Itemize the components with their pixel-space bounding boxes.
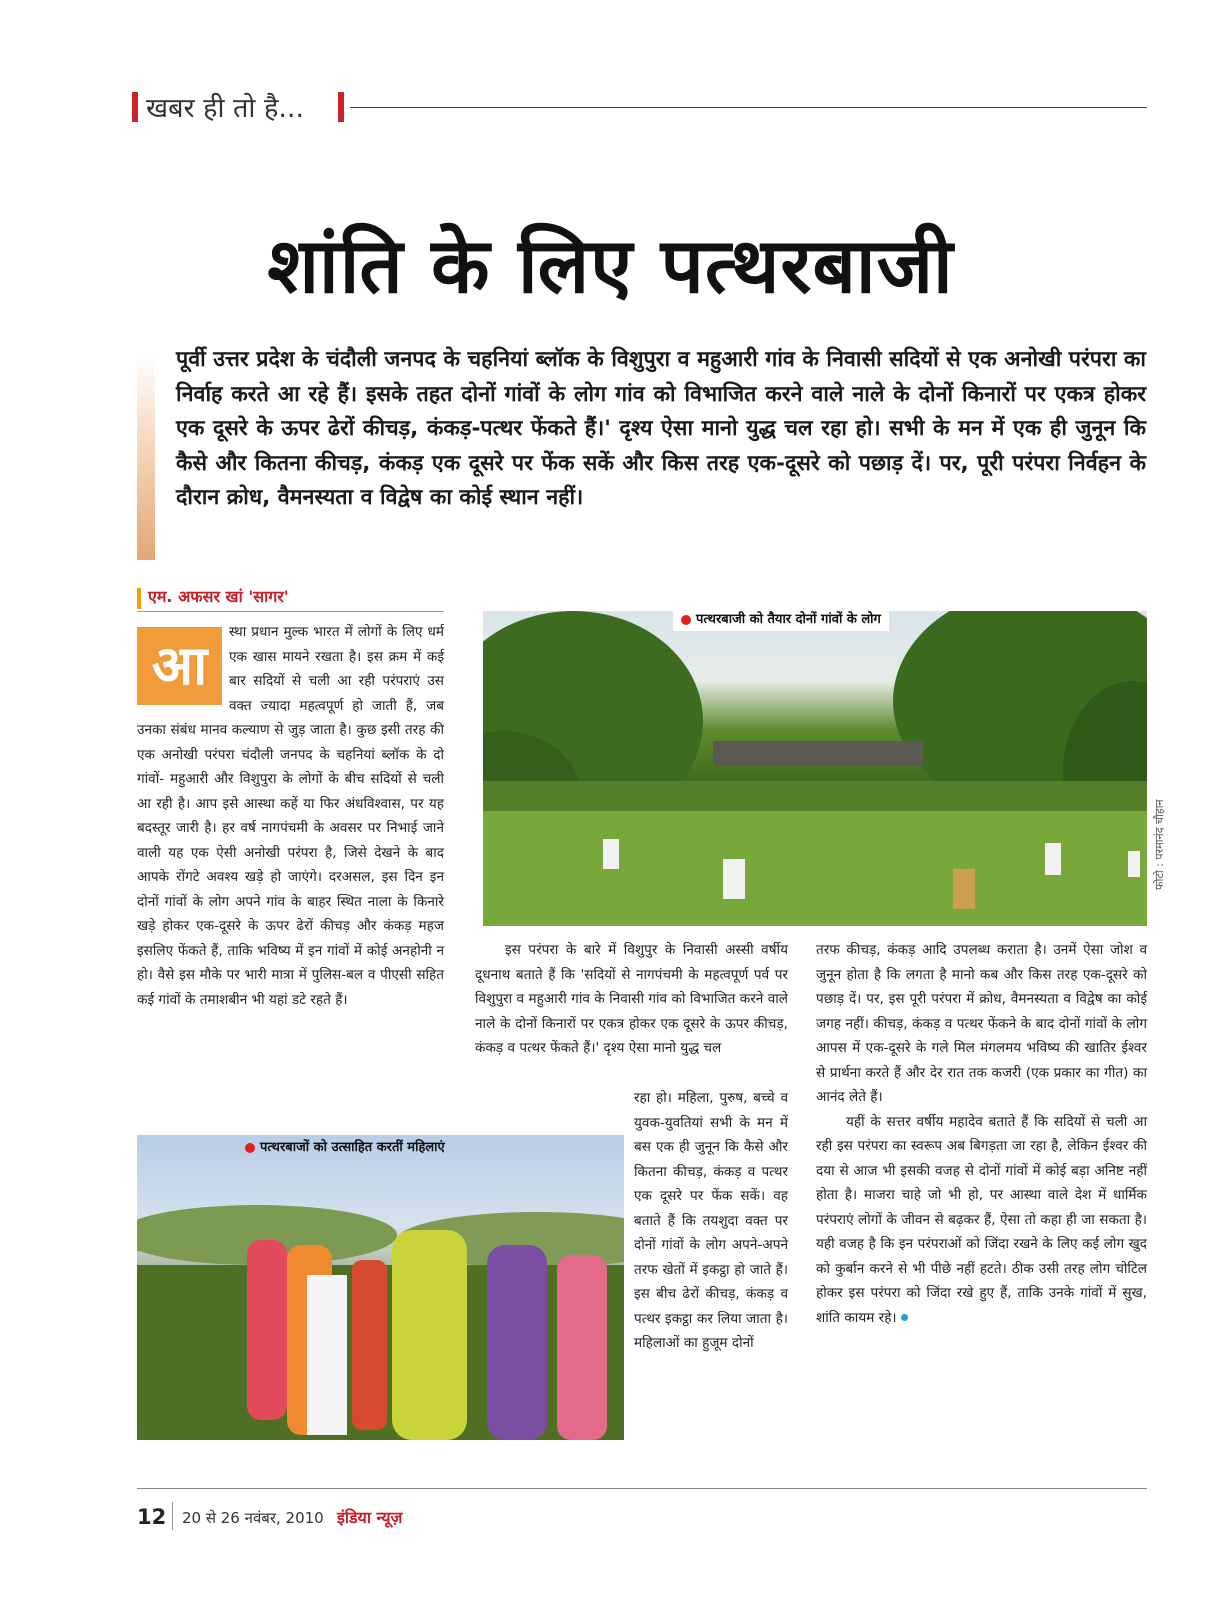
article-column-2-bottom (634, 1086, 788, 1356)
byline-marker (137, 588, 141, 609)
article-column-3 (816, 938, 1147, 1330)
column-2-top-text: इस परंपरा के बारे में विशुपुर के निवासी अस्सी वर्षीय दूधनाथ बताते हैं कि 'सदियों से नागपंचमी के महत्वपूर्ण पर्व पर विशुपुरा व महुआरी गांव के निवासी गांव को विभाजित करने वाले नाले के दोनों किनारों पर एकत्र होकर एक दूसरे के ऊपर कीचड़, कंकड़ व पत्थर फेंकते हैं।' दृश्य ऐसा मानो युद्ध चल (475, 942, 788, 1056)
byline-rule (137, 611, 444, 612)
column-3-paragraph-1: तरफ कीचड़, कंकड़ आदि उपलब्ध कराता है। उनमें ऐसा जोश व जुनून होता है कि लगता है मानो कब और किस तरह एक-दूसरे को पछाड़ दें। पर, इस पूरी परंपरा में क्रोध, वैमनस्यता व विद्वेष का कोई जगह नहीं। कीचड़, कंकड़ व पत्थर फेंकने के बाद दोनों गांवों के लोग आपस में एक-दूसरे के गले मिल मंगलमय भविष्य की खातिर ईश्वर से प्रार्थना करते हैं और देर रात तक कजरी (एक प्रकार का गीत) का आनंद लेते हैं। (816, 942, 1147, 1105)
publication-name: इंडिया न्यूज़ (337, 1508, 403, 1527)
article-column-1 (137, 620, 444, 1012)
photo-women-caption-text: पत्थरबाजों को उत्साहित करतीं महिलाएं (260, 1140, 445, 1155)
column-1-text: स्था प्रधान मुल्क भारत में लोगों के लिए धर्म एक खास मायने रखता है। इस क्रम में कई बार सदियों से चली आ रही परंपराएं उस वक्त ज्यादा महत्वपूर्ण हो जाती हैं, जब उनका संबंध मानव कल्याण से जुड़ जाता है। कुछ इसी तरह की एक अनोखी परंपरा चंदौली जनपद के चहनियां ब्लॉक के दो गांवों- महुआरी और विशुपुरा के लोगों के बीच सदियों से चली आ रही है। आप इसे आस्था कहें या फिर अंधविश्वास, पर यह बदस्तूर जारी है। हर वर्ष नागपंचमी के अवसर पर निभाई जाने वाली यह एक ऐसी अनोखी परंपरा है, जिसे देखने के बाद आपके रोंगटे अवश्य खड़े हो जाएंगे। दरअसल, इस दिन इन दोनों गांवों के लोग अपने गांव के बाहर स्थित नाला के किनारे खड़े होकर एक-दूसरे के ऊपर ढेरों कीचड़ और कंकड़ महज इसलिए फेंकते हैं, ताकि भविष्य में इन गांवों में कोई अनहोनी न हो। वैसे इस मौके पर भारी मात्रा में पुलिस-बल व पीएसी सहित कई गांवों के तमाशबीन भी यहां डटे रहते हैं। (137, 624, 444, 1008)
lead-accent-strip (137, 355, 155, 560)
caption-bullet-icon (681, 615, 691, 625)
dropcap: आ (137, 627, 222, 705)
section-title: खबर ही तो है... (146, 93, 305, 124)
section-marker-left (132, 92, 138, 122)
caption-bullet-icon (245, 1143, 255, 1153)
page-number: 12 (137, 1505, 167, 1529)
footer-rule (137, 1488, 1147, 1489)
photo-villagers (483, 611, 1147, 926)
column-2-bottom-text: रहा हो। महिला, पुरुष, बच्चे व युवक-युवतियां सभी के मन में बस एक ही जुनून कि कैसे और कितना कीचड़, कंकड़ व पत्थर एक दूसरे पर फेंक सकें। वह बताते हैं कि तयशुदा वक्त पर दोनों गांवों के लोग अपने-अपने तरफ खेतों में इकट्ठा हो जाते हैं। इस बीच ढेरों कीचड़, कंकड़ व पत्थर इकट्ठा कर लिया जाता है। महिलाओं का हुजूम दोनों (634, 1090, 788, 1351)
issue-date: 20 से 26 नवंबर, 2010 (182, 1509, 324, 1527)
standfirst: पूर्वी उत्तर प्रदेश के चंदौली जनपद के चहनियां ब्लॉक के विशुपुरा व महुआरी गांव के निवासी सदियों से एक अनोखी परंपरा का निर्वाह करते आ रहे हैं। इसके तहत दोनों गांवों के लोग गांव को विभाजित करने वाले नाले के दोनों किनारों पर एकत्र होकर एक दूसरे के ऊपर ढेरों कीचड़, कंकड़-पत्थर फेंकते हैं।' दृश्य ऐसा मानो युद्ध चल रहा हो। सभी के मन में एक ही जुनून कि कैसे और कितना कीचड़, कंकड़ एक दूसरे पर फेंक सकें और किस तरह एक-दूसरे को पछाड़ दें। पर, पूरी परंपरा निर्वहन के दौरान क्रोध, वैमनस्यता व विद्वेष का कोई स्थान नहीं। (176, 347, 1146, 510)
photo-women (137, 1135, 624, 1440)
dropcap-spacer (137, 620, 229, 704)
headline: शांति के लिए पत्थरबाजी (267, 221, 954, 310)
photo-villagers-image (483, 611, 1147, 926)
column-3-paragraph-2-text: यहीं के सत्तर वर्षीय महादेव बताते हैं कि सदियों से चली आ रही इस परंपरा का स्वरूप अब बिगड़ता जा रहा है, लेकिन ईश्वर की दया से आज भी इसकी वजह से दोनों गांवों में कोई बड़ा अनिष्ट नहीं होता है। माजरा चाहे जो भी हो, पर आस्था वाले देश में धार्मिक परंपराएं लोगों के जीवन से बढ़कर हैं, ऐसा तो कहा ही जा सकता है। यही वजह है कि इन परंपराओं को जिंदा रखने के लिए कई लोग खुद को कुर्बान करने से भी पीछे नहीं हटते। ठीक उसी तरह लोग चोटिल होकर इस परंपरा को जिंदा रखे हुए हैं, ताकि उनके गांवों में सुख, शांति कायम रहे। (816, 1113, 1147, 1326)
byline: एम. अफसर खां 'सागर' (148, 587, 289, 606)
photo-women-image (137, 1135, 624, 1440)
footer-separator (172, 1502, 173, 1530)
section-rule (350, 107, 1147, 108)
photo-villagers-caption-text: पत्थरबाजी को तैयार दोनों गांवों के लोग (696, 612, 881, 627)
end-mark-icon (901, 1314, 908, 1321)
photo-women-caption (245, 1137, 445, 1155)
article-column-2-top (475, 938, 788, 1061)
photo-credit: फोटो : परमानंद चौहान (1153, 799, 1166, 890)
photo-villagers-caption (673, 611, 889, 631)
section-marker-right (338, 92, 344, 122)
column-3-paragraph-2 (816, 1110, 1147, 1331)
